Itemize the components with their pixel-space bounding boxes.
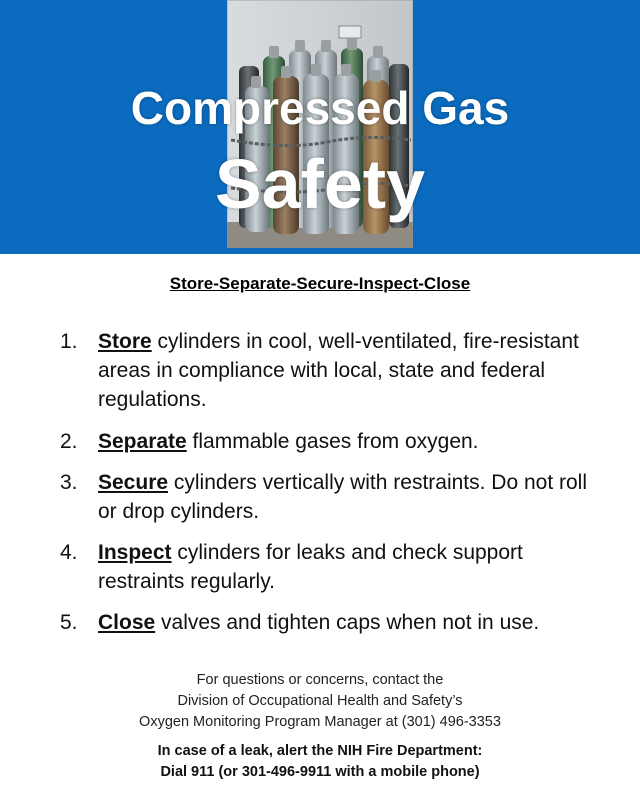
leak-alert <box>0 741 640 783</box>
contact-line-2: Division of Occupational Health and Safety’s <box>177 693 463 709</box>
alert-line-1: In case of a leak, alert the NIH Fire Department: <box>157 743 483 759</box>
step-keyword: Inspect <box>98 541 172 564</box>
step-keyword: Store <box>98 330 152 353</box>
contact-info <box>0 670 640 733</box>
step-text: cylinders for leaks and check support restraints regularly. <box>98 541 523 593</box>
step-keyword: Secure <box>98 471 169 494</box>
title-line-1: Compressed Gas <box>130 82 510 134</box>
step-body <box>98 538 598 596</box>
step-keyword: Separate <box>98 430 187 453</box>
contact-line-1: For questions or concerns, contact the <box>196 672 444 688</box>
step-body <box>98 468 598 526</box>
step-body <box>98 427 598 456</box>
step-body <box>98 327 598 414</box>
step-number: 4. <box>60 541 78 564</box>
contact-line-3: Oxygen Monitoring Program Manager at (301) 496-3353 <box>139 714 501 730</box>
step-number: 1. <box>60 330 78 353</box>
header-banner <box>0 0 640 254</box>
alert-line-2: Dial 911 (or 301-496-9911 with a mobile phone) <box>160 764 480 780</box>
step-number: 5. <box>60 611 78 634</box>
step-text: cylinders vertically with restraints. Do not roll or drop cylinders. <box>98 471 588 523</box>
step-text: cylinders in cool, well-ventilated, fire-resistant areas in compliance with local, state and federal regulations. <box>98 330 579 411</box>
title-line-2: Safety <box>214 145 426 223</box>
step-keyword: Close <box>98 611 156 634</box>
step-body <box>98 608 598 637</box>
step-number: 2. <box>60 430 78 453</box>
step-number: 3. <box>60 471 78 494</box>
step-text: flammable gases from oxygen. <box>186 430 479 453</box>
step-text: valves and tighten caps when not in use. <box>155 611 540 634</box>
subtitle: Store-Separate-Secure-Inspect-Close <box>169 274 471 293</box>
